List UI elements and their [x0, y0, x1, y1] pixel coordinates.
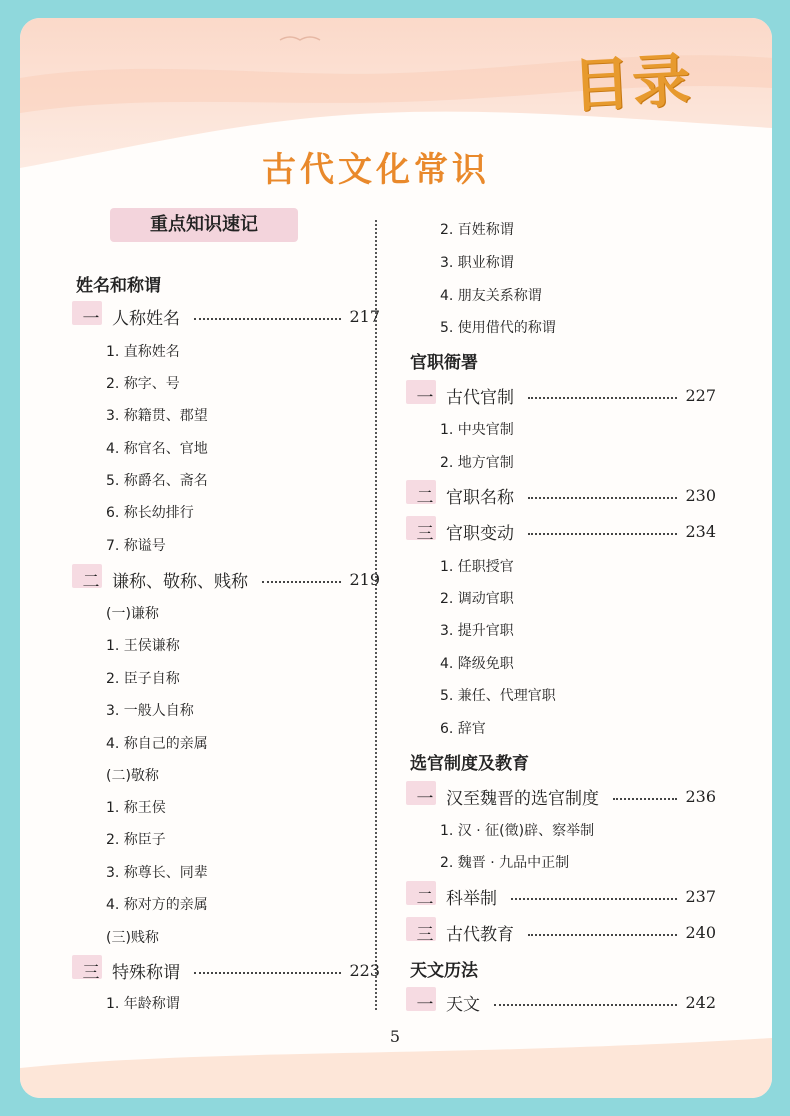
- toc-subitem: 4. 降级免职: [440, 656, 514, 672]
- toc-subitem: 5. 使用借代的称谓: [440, 320, 556, 336]
- toc-subitem: 2. 称字、号: [106, 376, 180, 392]
- toc-subitem: 1. 王侯谦称: [106, 638, 180, 654]
- toc-entry-page: 230: [685, 486, 716, 505]
- toc-entry-page: 227: [685, 386, 716, 405]
- toc-entry[interactable]: [410, 483, 716, 508]
- toc-entry-label: 汉至魏晋的选官制度: [446, 789, 599, 809]
- page-title: 古代文化常识: [262, 150, 490, 190]
- decor-title: 目录: [570, 45, 694, 121]
- toc-section-heading: 姓名和称谓: [76, 276, 161, 296]
- toc-entry-page: 234: [685, 522, 716, 541]
- toc-subitem: 5. 兼任、代理官职: [440, 688, 556, 704]
- toc-subitem: 1. 中央官制: [440, 422, 514, 438]
- leader-dots: [494, 1004, 677, 1006]
- toc-section-heading: 官职衙署: [410, 353, 478, 373]
- toc-entry-label: 谦称、敬称、贱称: [112, 572, 248, 592]
- toc-subitem: 1. 任职授官: [440, 559, 514, 575]
- page-number: 5: [389, 1027, 401, 1046]
- toc-entry[interactable]: [410, 519, 716, 544]
- toc-entry-page: 240: [685, 923, 716, 942]
- toc-entry[interactable]: [410, 784, 716, 809]
- toc-entry[interactable]: [76, 304, 380, 329]
- toc-subitem: 3. 称籍贯、郡望: [106, 408, 208, 424]
- toc-entry-number: 三: [410, 920, 440, 945]
- toc-entry-label: 科举制: [446, 889, 497, 909]
- toc-entry-number: 一: [410, 383, 440, 408]
- leader-dots: [528, 497, 677, 499]
- toc-subitem: 7. 称谥号: [106, 538, 166, 554]
- toc-entry-page: 236: [685, 787, 716, 806]
- toc-entry-number: 二: [410, 884, 440, 909]
- toc-subitem: 3. 提升官职: [440, 623, 514, 639]
- toc-subitem: 2. 地方官制: [440, 455, 514, 471]
- leader-dots: [262, 581, 341, 583]
- leader-dots: [528, 934, 677, 936]
- toc-entry[interactable]: [410, 920, 716, 945]
- toc-entry-number: 三: [410, 519, 440, 544]
- toc-entry-number: 一: [410, 990, 440, 1015]
- toc-subitem: 1. 称王侯: [106, 800, 166, 816]
- toc-subitem: 4. 称自己的亲属: [106, 736, 208, 752]
- toc-subitem: 5. 称爵名、斋名: [106, 473, 208, 489]
- toc-subitem: 2. 称臣子: [106, 832, 166, 848]
- toc-entry-page: 237: [685, 887, 716, 906]
- toc-entry-number: 二: [76, 567, 106, 592]
- toc-entry[interactable]: [76, 958, 380, 983]
- toc-entry-page: 217: [349, 307, 380, 326]
- toc-subitem: 2. 臣子自称: [106, 671, 180, 687]
- toc-subitem: 2. 百姓称谓: [440, 222, 514, 238]
- toc-entry-label: 官职变动: [446, 524, 514, 544]
- toc-subitem: 1. 汉 · 征(徵)辟、察举制: [440, 823, 595, 839]
- toc-subitem: 2. 调动官职: [440, 591, 514, 607]
- toc-entry-label: 天文: [446, 995, 480, 1015]
- toc-subitem: 1. 直称姓名: [106, 344, 180, 360]
- toc-entry-label: 人称姓名: [112, 309, 180, 329]
- leader-dots: [613, 798, 677, 800]
- toc-subitem: 1. 年龄称谓: [106, 996, 180, 1012]
- toc-subitem: (三)贱称: [106, 930, 159, 946]
- leader-dots: [194, 318, 341, 320]
- toc-section-heading: 选官制度及教育: [410, 754, 529, 774]
- toc-subitem: 6. 辞官: [440, 721, 486, 737]
- toc-entry[interactable]: [76, 567, 380, 592]
- toc-entry-page: 219: [349, 570, 380, 589]
- toc-subitem: (一)谦称: [106, 606, 159, 622]
- toc-entry-label: 特殊称谓: [112, 963, 180, 983]
- leader-dots: [528, 533, 677, 535]
- toc-subitem: 4. 朋友关系称谓: [440, 288, 542, 304]
- leader-dots: [194, 972, 341, 974]
- toc-entry-label: 官职名称: [446, 488, 514, 508]
- toc-entry-page: 223: [349, 961, 380, 980]
- toc-entry[interactable]: [410, 990, 716, 1015]
- toc-entry-number: 一: [76, 304, 106, 329]
- leader-dots: [511, 898, 677, 900]
- toc-subitem: (二)敬称: [106, 768, 159, 784]
- toc-entry-label: 古代官制: [446, 388, 514, 408]
- toc-subitem: 3. 一般人自称: [106, 703, 194, 719]
- toc-subitem: 3. 职业称谓: [440, 255, 514, 271]
- toc-subitem: 3. 称尊长、同辈: [106, 865, 208, 881]
- toc-entry-page: 242: [685, 993, 716, 1012]
- toc-subitem: 4. 称对方的亲属: [106, 897, 208, 913]
- toc-entry-number: 二: [410, 483, 440, 508]
- column-divider: [375, 220, 377, 1010]
- toc-section-heading: 天文历法: [410, 961, 478, 981]
- toc-subitem: 6. 称长幼排行: [106, 505, 194, 521]
- toc-entry[interactable]: [410, 383, 716, 408]
- toc-entry-number: 三: [76, 958, 106, 983]
- toc-subitem: 4. 称官名、官地: [106, 441, 208, 457]
- toc-entry-label: 古代教育: [446, 925, 514, 945]
- toc-entry-number: 一: [410, 784, 440, 809]
- toc-entry[interactable]: [410, 884, 716, 909]
- leader-dots: [528, 397, 677, 399]
- toc-subitem: 2. 魏晋 · 九品中正制: [440, 855, 570, 871]
- section-badge: 重点知识速记: [110, 208, 298, 242]
